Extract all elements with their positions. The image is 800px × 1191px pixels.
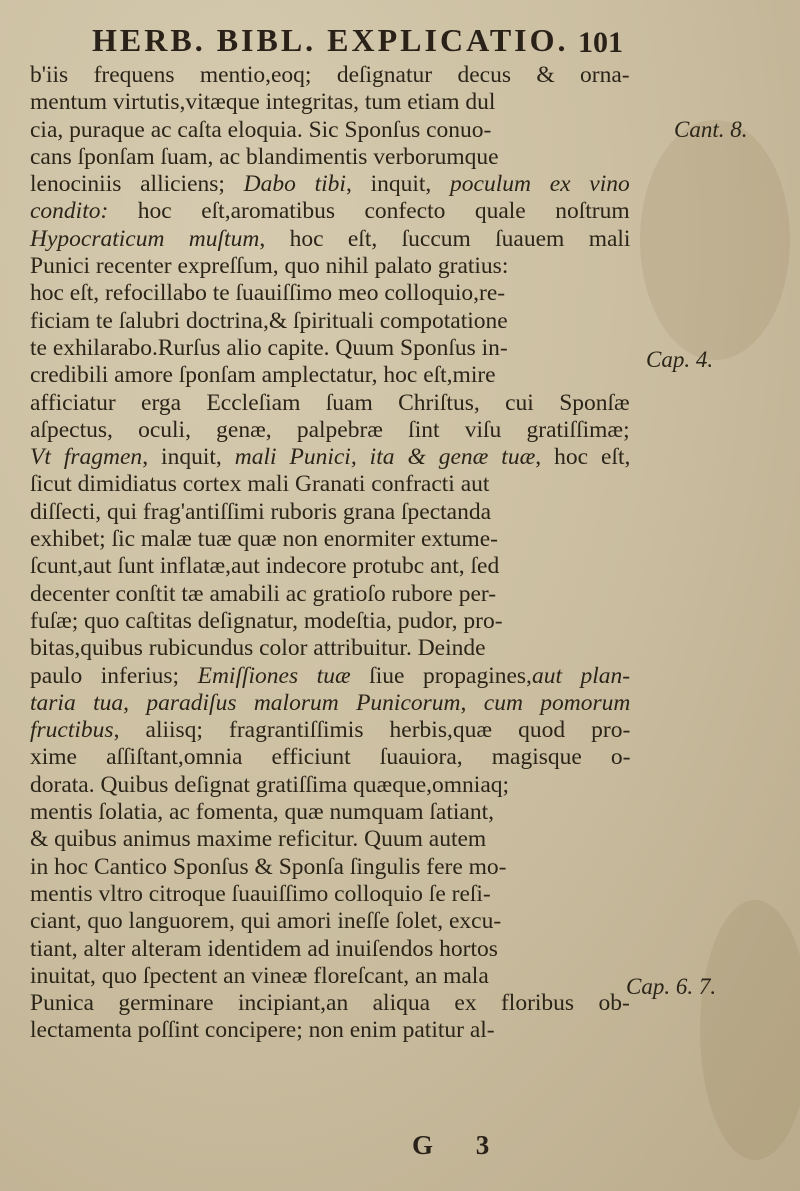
text-run: ciant, quo languorem, qui amori ineſſe ſolet, excu-	[30, 908, 502, 935]
text-line	[30, 198, 630, 225]
text-line	[30, 526, 630, 553]
text-line	[30, 335, 630, 362]
text-run: ,	[123, 689, 147, 716]
text-line	[30, 499, 630, 526]
text-run: in hoc Cantico Sponſus & Sponſa ſingulis fere mo-	[30, 853, 507, 880]
italic-run: mali Punici, ita & genæ tuæ	[234, 444, 536, 471]
text-run: Punica germinare incipiant,an aliqua ex floribus ob-	[30, 990, 630, 1017]
text-line	[30, 253, 630, 280]
text-run: decenter conſtit tæ amabili ac gratioſo rubore per-	[30, 580, 497, 607]
text-run: mentis vltro citroque ſuauiſſimo colloquio ſe reſi-	[30, 880, 491, 907]
text-run: credibili amore ſponſam amplectatur, hoc eſt,mire	[30, 362, 496, 389]
text-run: mentis ſolatia, ac fomenta, quæ numquam ſatiant,	[30, 799, 495, 826]
text-run: hoc eſt,aromatibus confecto quale noſtrum	[108, 198, 630, 225]
text-line	[30, 908, 630, 935]
margin-note-cant: Cant. 8.	[674, 117, 748, 142]
italic-run: aut plan-	[531, 662, 631, 689]
italic-run: poculum ex vino	[450, 171, 630, 198]
text-line	[30, 171, 630, 198]
text-line	[30, 881, 630, 908]
text-run: & quibus animus maxime reficitur. Quum autem	[30, 826, 487, 853]
text-run: lenociniis alliciens;	[30, 171, 244, 198]
text-line	[30, 390, 630, 417]
text-run: , hoc eſt, ſuccum ſuauem mali	[259, 225, 631, 252]
text-run: paulo inferius;	[30, 662, 198, 689]
margin-note-cap6: Cap. 6. 7.	[626, 974, 717, 999]
text-line	[30, 1017, 630, 1044]
text-line	[30, 144, 630, 171]
italic-run: Dabo tibi	[243, 171, 346, 198]
text-line	[30, 744, 630, 771]
text-line	[30, 226, 630, 253]
italic-run: cum pomorum	[483, 689, 631, 716]
text-run: cia, puraque ac caſta eloquia. Sic Sponſus conuo-	[30, 116, 492, 143]
text-line	[30, 608, 630, 635]
text-run: aſpectus, oculi, genæ, palpebræ ſint viſu gratiſſimæ;	[30, 416, 630, 443]
text-line	[30, 62, 630, 89]
paper-stain	[700, 900, 800, 1160]
text-line	[30, 417, 630, 444]
text-run: dorata. Quibus deſignat gratiſſima quæque,omniaq;	[30, 771, 510, 798]
text-line	[30, 117, 630, 144]
signature-mark: G 3	[412, 1130, 508, 1160]
text-run: ,	[460, 689, 484, 716]
text-run: , hoc eſt,	[535, 444, 631, 471]
text-line	[30, 690, 630, 717]
text-line	[30, 362, 630, 389]
text-run: cans ſponſam ſuam, ac blandimentis verborumque	[30, 143, 499, 170]
italic-run: Vt fragmen	[30, 444, 143, 471]
text-run: b'iis frequens mentio,eoq; deſignatur decus & orna-	[30, 62, 630, 88]
text-line	[30, 553, 630, 580]
running-head: HERB. BIBL. EXPLICATIO.	[92, 22, 569, 58]
text-line	[30, 471, 630, 498]
text-line	[30, 308, 630, 335]
text-line	[30, 663, 630, 690]
text-run: xime aſſiſtant,omnia efficiunt ſuauiora, magisque o-	[30, 744, 631, 771]
italic-run: Hypocraticum muſtum	[30, 225, 260, 252]
text-line	[30, 990, 630, 1017]
text-run: , aliisq; fragrantiſſimis herbis,quæ quod pro-	[113, 717, 631, 744]
text-run: fuſæ; quo caſtitas deſignatur, modeſtia, pudor, pro-	[30, 607, 503, 634]
text-run: mentum virtutis,vitæque integritas, tum etiam dul	[30, 89, 496, 116]
text-line	[30, 826, 630, 853]
italic-run: Emiſſiones tuæ	[197, 662, 351, 689]
text-run: , inquit,	[345, 171, 451, 198]
italic-run: condito:	[30, 198, 109, 225]
text-line	[30, 936, 630, 963]
text-run: ſicut dimidiatus cortex mali Granati confracti aut	[30, 471, 490, 498]
italic-run: paradiſus malorum Punicorum	[146, 689, 461, 716]
text-run: exhibet; ſic malæ tuæ quæ non enormiter extume-	[30, 526, 498, 553]
text-line	[30, 717, 630, 744]
text-run: ſcunt,aut ſunt inflatæ,aut indecore protubc ant, ſed	[30, 553, 500, 580]
paper-stain	[640, 120, 790, 360]
text-run: tiant, alter alteram identidem ad inuiſendos hortos	[30, 935, 498, 962]
text-run: lectamenta poſſint concipere; non enim patitur al-	[30, 1017, 495, 1044]
italic-run: taria tua	[30, 689, 124, 716]
text-run: te exhilarabo.Rurſus alio capite. Quum Sponſus in-	[30, 334, 508, 361]
italic-run: fructibus	[30, 717, 114, 744]
text-line	[30, 635, 630, 662]
margin-note-cap4: Cap. 4.	[646, 347, 714, 372]
text-run: , inquit,	[142, 444, 235, 471]
text-line	[30, 854, 630, 881]
text-run: hoc eſt, refocillabo te ſuauiſſimo meo colloquio,re-	[30, 280, 506, 307]
text-line	[30, 799, 630, 826]
text-line	[30, 581, 630, 608]
text-run: ficiam te ſalubri doctrina,& ſpirituali compotatione	[30, 307, 508, 334]
text-run: inuitat, quo ſpectent an vineæ floreſcant, an mala	[30, 962, 489, 989]
text-line	[30, 772, 630, 799]
text-line	[30, 89, 630, 116]
text-run: ſiue propagines,	[350, 662, 532, 689]
text-run: afficiatur erga Eccleſiam ſuam Chriſtus, cui Sponſæ	[30, 389, 630, 416]
text-line	[30, 280, 630, 307]
text-line	[30, 444, 630, 471]
text-run: Punici recenter expreſſum, quo nihil palato gratius:	[30, 253, 509, 280]
text-run: bitas,quibus rubicundus color attribuitur. Deinde	[30, 635, 486, 662]
page-number: 101	[578, 26, 623, 59]
text-run: diſſecti, qui frag'antiſſimi ruboris grana ſpectanda	[30, 498, 492, 525]
body-text	[30, 62, 630, 1045]
text-line	[30, 963, 630, 990]
